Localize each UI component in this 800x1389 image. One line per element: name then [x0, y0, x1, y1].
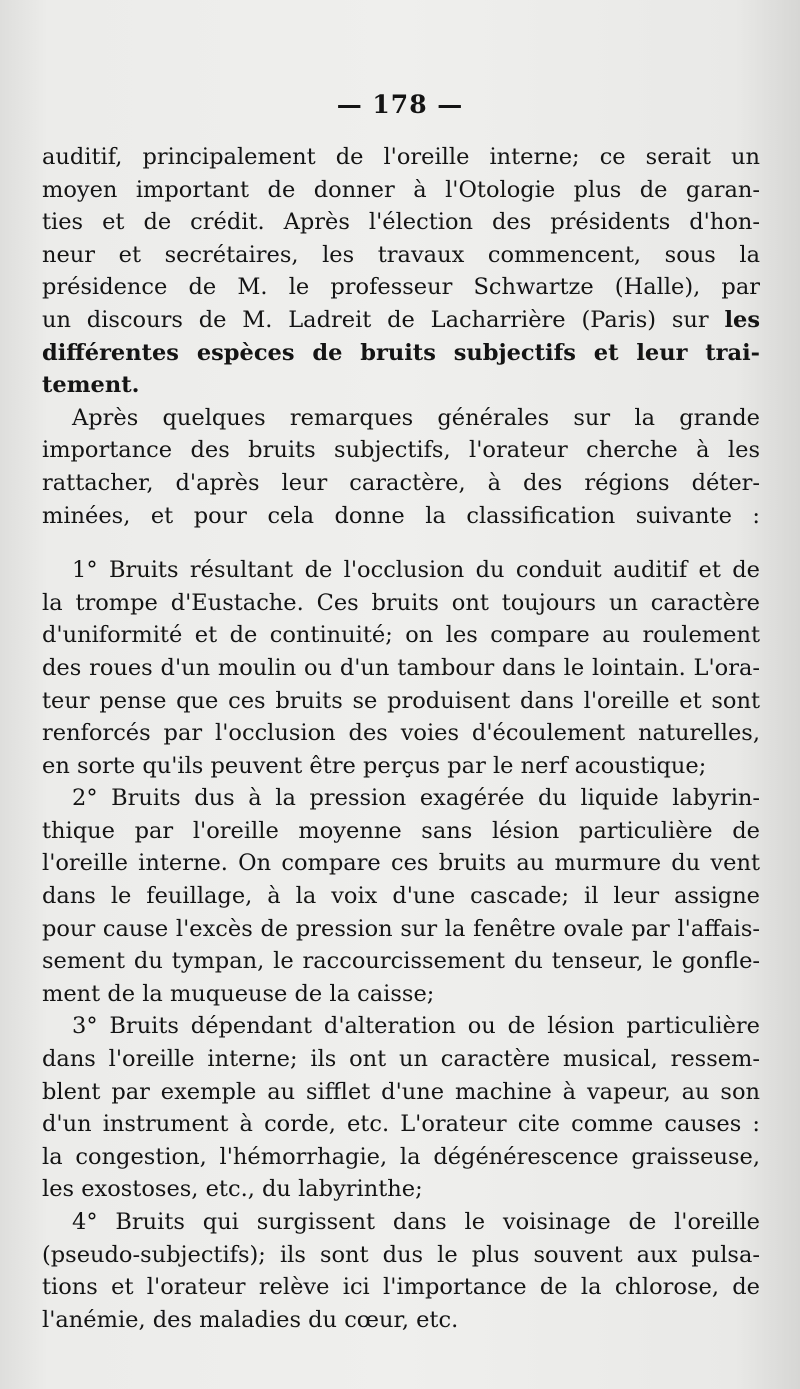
- text-line: Après quelques remarques générales sur la grande: [72, 404, 760, 431]
- text-line: auditif, principalement de l'oreille interne; ce serait un: [42, 144, 760, 170]
- paragraph-gap: [42, 532, 760, 554]
- text-line: thique par l'oreille moyenne sans lésion particulière de: [42, 817, 760, 844]
- text-line: la congestion, l'hémorrhagie, la dégénérescence graisseuse,: [42, 1143, 760, 1170]
- text-line: (pseudo-subjectifs); ils sont dus le plus souvent aux pulsa-: [42, 1241, 760, 1268]
- page-number: — 178 —: [336, 90, 464, 119]
- text-line: neur et secrétaires, les travaux commencent, sous la: [42, 241, 760, 268]
- text-line: d'un instrument à corde, etc. L'orateur cite comme causes :: [42, 1111, 760, 1138]
- text-line: sement du tympan, le raccourcissement du tenseur, le gonfle-: [42, 948, 760, 975]
- text-line: minées, et pour cela donne la classification suivante :: [42, 502, 760, 529]
- text-line: l'oreille interne. On compare ces bruits au murmure du vent: [42, 850, 760, 877]
- bold-title-line: différentes espèces de bruits subjectifs et leur trai-: [42, 339, 760, 366]
- list-item-3: [42, 1010, 760, 1206]
- text-line: la trompe d'Eustache. Ces bruits ont toujours un caractère: [42, 589, 760, 616]
- text-line: l'anémie, des maladies du cœur, etc.: [42, 1306, 459, 1333]
- text-line: importance des bruits subjectifs, l'orateur cherche à les: [42, 437, 760, 464]
- text-line: d'uniformité et de continuité; on les compare au roulement: [42, 622, 760, 649]
- text-line: blent par exemple au sifflet d'une machine à vapeur, au son: [42, 1078, 760, 1105]
- text-line: renforcés par l'occlusion des voies d'écoulement naturelles,: [42, 720, 760, 747]
- text-run: un discours de M. Ladreit de Lacharrière (Paris) sur: [42, 306, 709, 333]
- list-item-4: [42, 1206, 760, 1336]
- text-line: 3° Bruits dépendant d'alteration ou de lésion particulière: [72, 1013, 760, 1040]
- bold-title-line: tement.: [42, 372, 140, 399]
- text-line: ties et de crédit. Après l'élection des présidents d'hon-: [42, 209, 760, 236]
- text-line: les exostoses, etc., du labyrinthe;: [42, 1176, 423, 1203]
- list-item-1: [42, 554, 760, 782]
- text-line: 2° Bruits dus à la pression exagérée du liquide labyrin-: [72, 785, 760, 812]
- text-line: teur pense que ces bruits se produisent dans l'oreille et sont: [42, 687, 760, 714]
- bold-title-run: les: [724, 306, 760, 333]
- text-line: présidence de M. le professeur Schwartze (Halle), par: [42, 274, 760, 301]
- text-line: moyen important de donner à l'Otologie plus de garan-: [42, 176, 760, 203]
- list-item-2: [42, 782, 760, 1010]
- text-line: 4° Bruits qui surgissent dans le voisinage de l'oreille: [72, 1209, 760, 1235]
- text-line: pour cause l'excès de pression sur la fenêtre ovale par l'affais-: [42, 915, 760, 942]
- body-text: [42, 141, 760, 1336]
- text-line: rattacher, d'après leur caractère, à des régions déter-: [42, 469, 760, 496]
- text-line: [42, 304, 760, 337]
- paragraph-1: [42, 141, 760, 402]
- text-line: tions et l'orateur relève ici l'importance de la chlorose, de: [42, 1274, 760, 1301]
- text-line: en sorte qu'ils peuvent être perçus par le nerf acoustique;: [42, 752, 707, 779]
- text-line: ment de la muqueuse de la caisse;: [42, 980, 435, 1007]
- text-line: dans l'oreille interne; ils ont un caractère musical, ressem-: [42, 1046, 760, 1073]
- paragraph-2: [42, 402, 760, 532]
- text-line: dans le feuillage, à la voix d'une cascade; il leur assigne: [42, 883, 760, 910]
- text-line: 1° Bruits résultant de l'occlusion du conduit auditif et de: [72, 557, 760, 584]
- text-line: des roues d'un moulin ou d'un tambour dans le lointain. L'ora-: [42, 654, 760, 681]
